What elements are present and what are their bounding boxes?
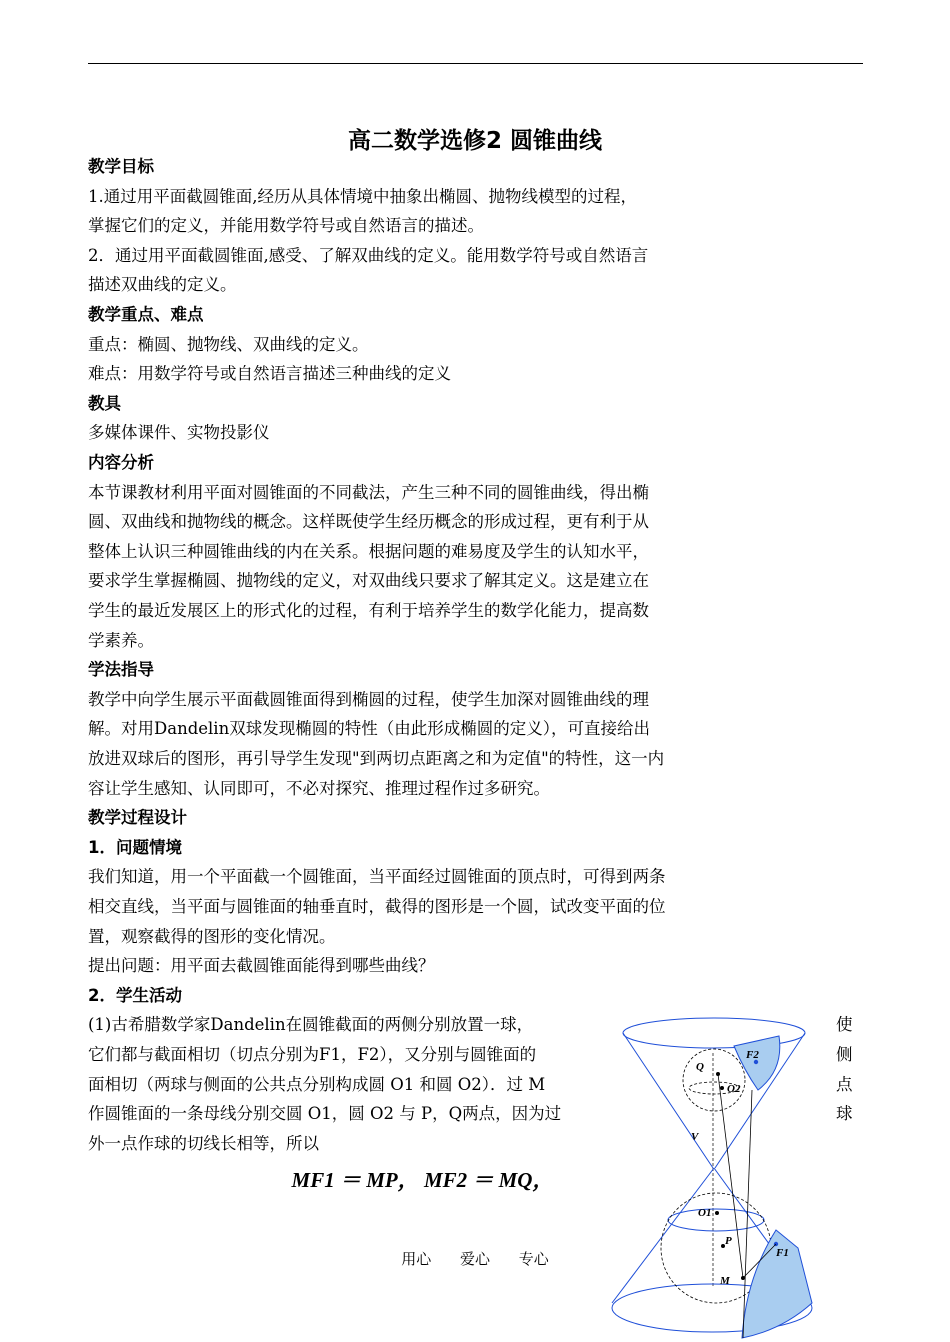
- point-o2: [720, 1086, 724, 1090]
- section-heading: 教学重点、难点: [88, 305, 204, 324]
- right-column-char: 使: [836, 1015, 853, 1034]
- body-line: 面相切（两球与侧面的公共点分别构成圆 O1 和圆 O2）．过 M: [88, 1075, 546, 1094]
- body-line: 我们知道，用一个平面截一个圆锥面，当平面经过圆锥面的顶点时，可得到两条: [88, 867, 666, 886]
- body-line: 解。对用Dandelin双球发现椭圆的特性（由此形成椭圆的定义），可直接给出: [88, 719, 650, 738]
- body-line: 难点：用数学符号或自然语言描述三种曲线的定义: [88, 364, 451, 383]
- upper-cone-left-edge: [623, 1033, 713, 1168]
- right-column-char: 点: [836, 1075, 853, 1094]
- section-heading: 教学目标: [88, 157, 154, 176]
- body-line: 1.通过用平面截圆锥面,经历从具体情境中抽象出椭圆、抛物线模型的过程，: [88, 187, 637, 206]
- formula: MF1 ＝ MP， MF2 ＝ MQ，: [291, 1168, 554, 1192]
- right-column-char: 球: [836, 1104, 853, 1123]
- label-q: Q: [696, 1061, 704, 1073]
- label-p: P: [725, 1235, 732, 1247]
- body-line: 要求学生掌握椭圆、抛物线的定义，对双曲线只要求了解其定义。这是建立在: [88, 571, 649, 590]
- page-title: 高二数学选修2 圆锥曲线: [347, 128, 602, 154]
- dandelin-spheres-figure: [606, 1008, 818, 1342]
- body-line: 作圆锥面的一条母线分别交圆 O1，圆 O2 与 P，Q两点，因为过: [88, 1104, 562, 1123]
- body-line: 相交直线，当平面与圆锥面的轴垂直时，截得的图形是一个圆，试改变平面的位: [88, 897, 666, 916]
- section-heading: 内容分析: [88, 453, 154, 472]
- right-column-char: 侧: [836, 1045, 853, 1064]
- section-heading: 教具: [88, 394, 121, 413]
- footer-item: 爱心: [459, 1250, 490, 1268]
- label-f1: F1: [776, 1247, 789, 1259]
- body-line: 容让学生感知、认同即可，不必对探究、推理过程作过多研究。: [88, 779, 550, 798]
- point-o1: [715, 1211, 719, 1215]
- body-line: 教学中向学生展示平面截圆锥面得到椭圆的过程，使学生加深对圆锥曲线的理: [88, 690, 649, 709]
- body-line: 多媒体课件、实物投影仪: [88, 423, 270, 442]
- body-line: 描述双曲线的定义。: [88, 275, 237, 294]
- header-rule: [88, 63, 863, 64]
- footer-item: 专心: [518, 1250, 549, 1268]
- body-line: (1)古希腊数学家Dandelin在圆锥截面的两侧分别放置一球，: [88, 1015, 534, 1034]
- body-line: 2．通过用平面截圆锥面,感受、了解双曲线的定义。能用数学符号或自然语言: [88, 246, 649, 265]
- body-line: 圆、双曲线和抛物线的概念。这样既使学生经历概念的形成过程，更有利于从: [88, 512, 649, 531]
- footer-item: 用心: [401, 1250, 432, 1268]
- body-line: 外一点作球的切线长相等，所以: [88, 1134, 319, 1153]
- section-heading: 1．问题情境: [88, 838, 182, 857]
- label-o1: O1: [698, 1207, 712, 1219]
- label-v: V: [691, 1131, 699, 1143]
- body-line: 掌握它们的定义，并能用数学符号或自然语言的描述。: [88, 216, 484, 235]
- body-line: 学素养。: [88, 631, 154, 650]
- body-line: 它们都与截面相切（切点分别为F1，F2），又分别与圆锥面的: [88, 1045, 537, 1064]
- section-heading: 学法指导: [88, 660, 154, 679]
- upper-sphere: [683, 1049, 745, 1111]
- lower-cone-left-edge: [612, 1168, 714, 1303]
- body-line: 提出问题：用平面去截圆锥面能得到哪些曲线？: [88, 956, 435, 975]
- label-m: M: [720, 1275, 730, 1287]
- body-line: 整体上认识三种圆锥曲线的内在关系。根据问题的难易度及学生的认知水平，: [88, 542, 649, 561]
- page-footer: [0, 1248, 950, 1269]
- body-line: 重点：椭圆、抛物线、双曲线的定义。: [88, 335, 369, 354]
- section-heading: 2．学生活动: [88, 986, 182, 1005]
- label-o2: O2: [727, 1083, 741, 1095]
- body-line: 本节课教材利用平面对圆锥面的不同截法，产生三种不同的圆锥曲线，得出椭: [88, 483, 649, 502]
- body-line: 置，观察截得的图形的变化情况。: [88, 927, 336, 946]
- section-heading: 教学过程设计: [88, 808, 187, 827]
- label-f2: F2: [746, 1049, 759, 1061]
- body-line: 学生的最近发展区上的形式化的过程，有利于培养学生的数学化能力，提高数: [88, 601, 649, 620]
- body-line: 放进双球后的图形，再引导学生发现"到两切点距离之和为定值"的特性，这一内: [88, 749, 665, 768]
